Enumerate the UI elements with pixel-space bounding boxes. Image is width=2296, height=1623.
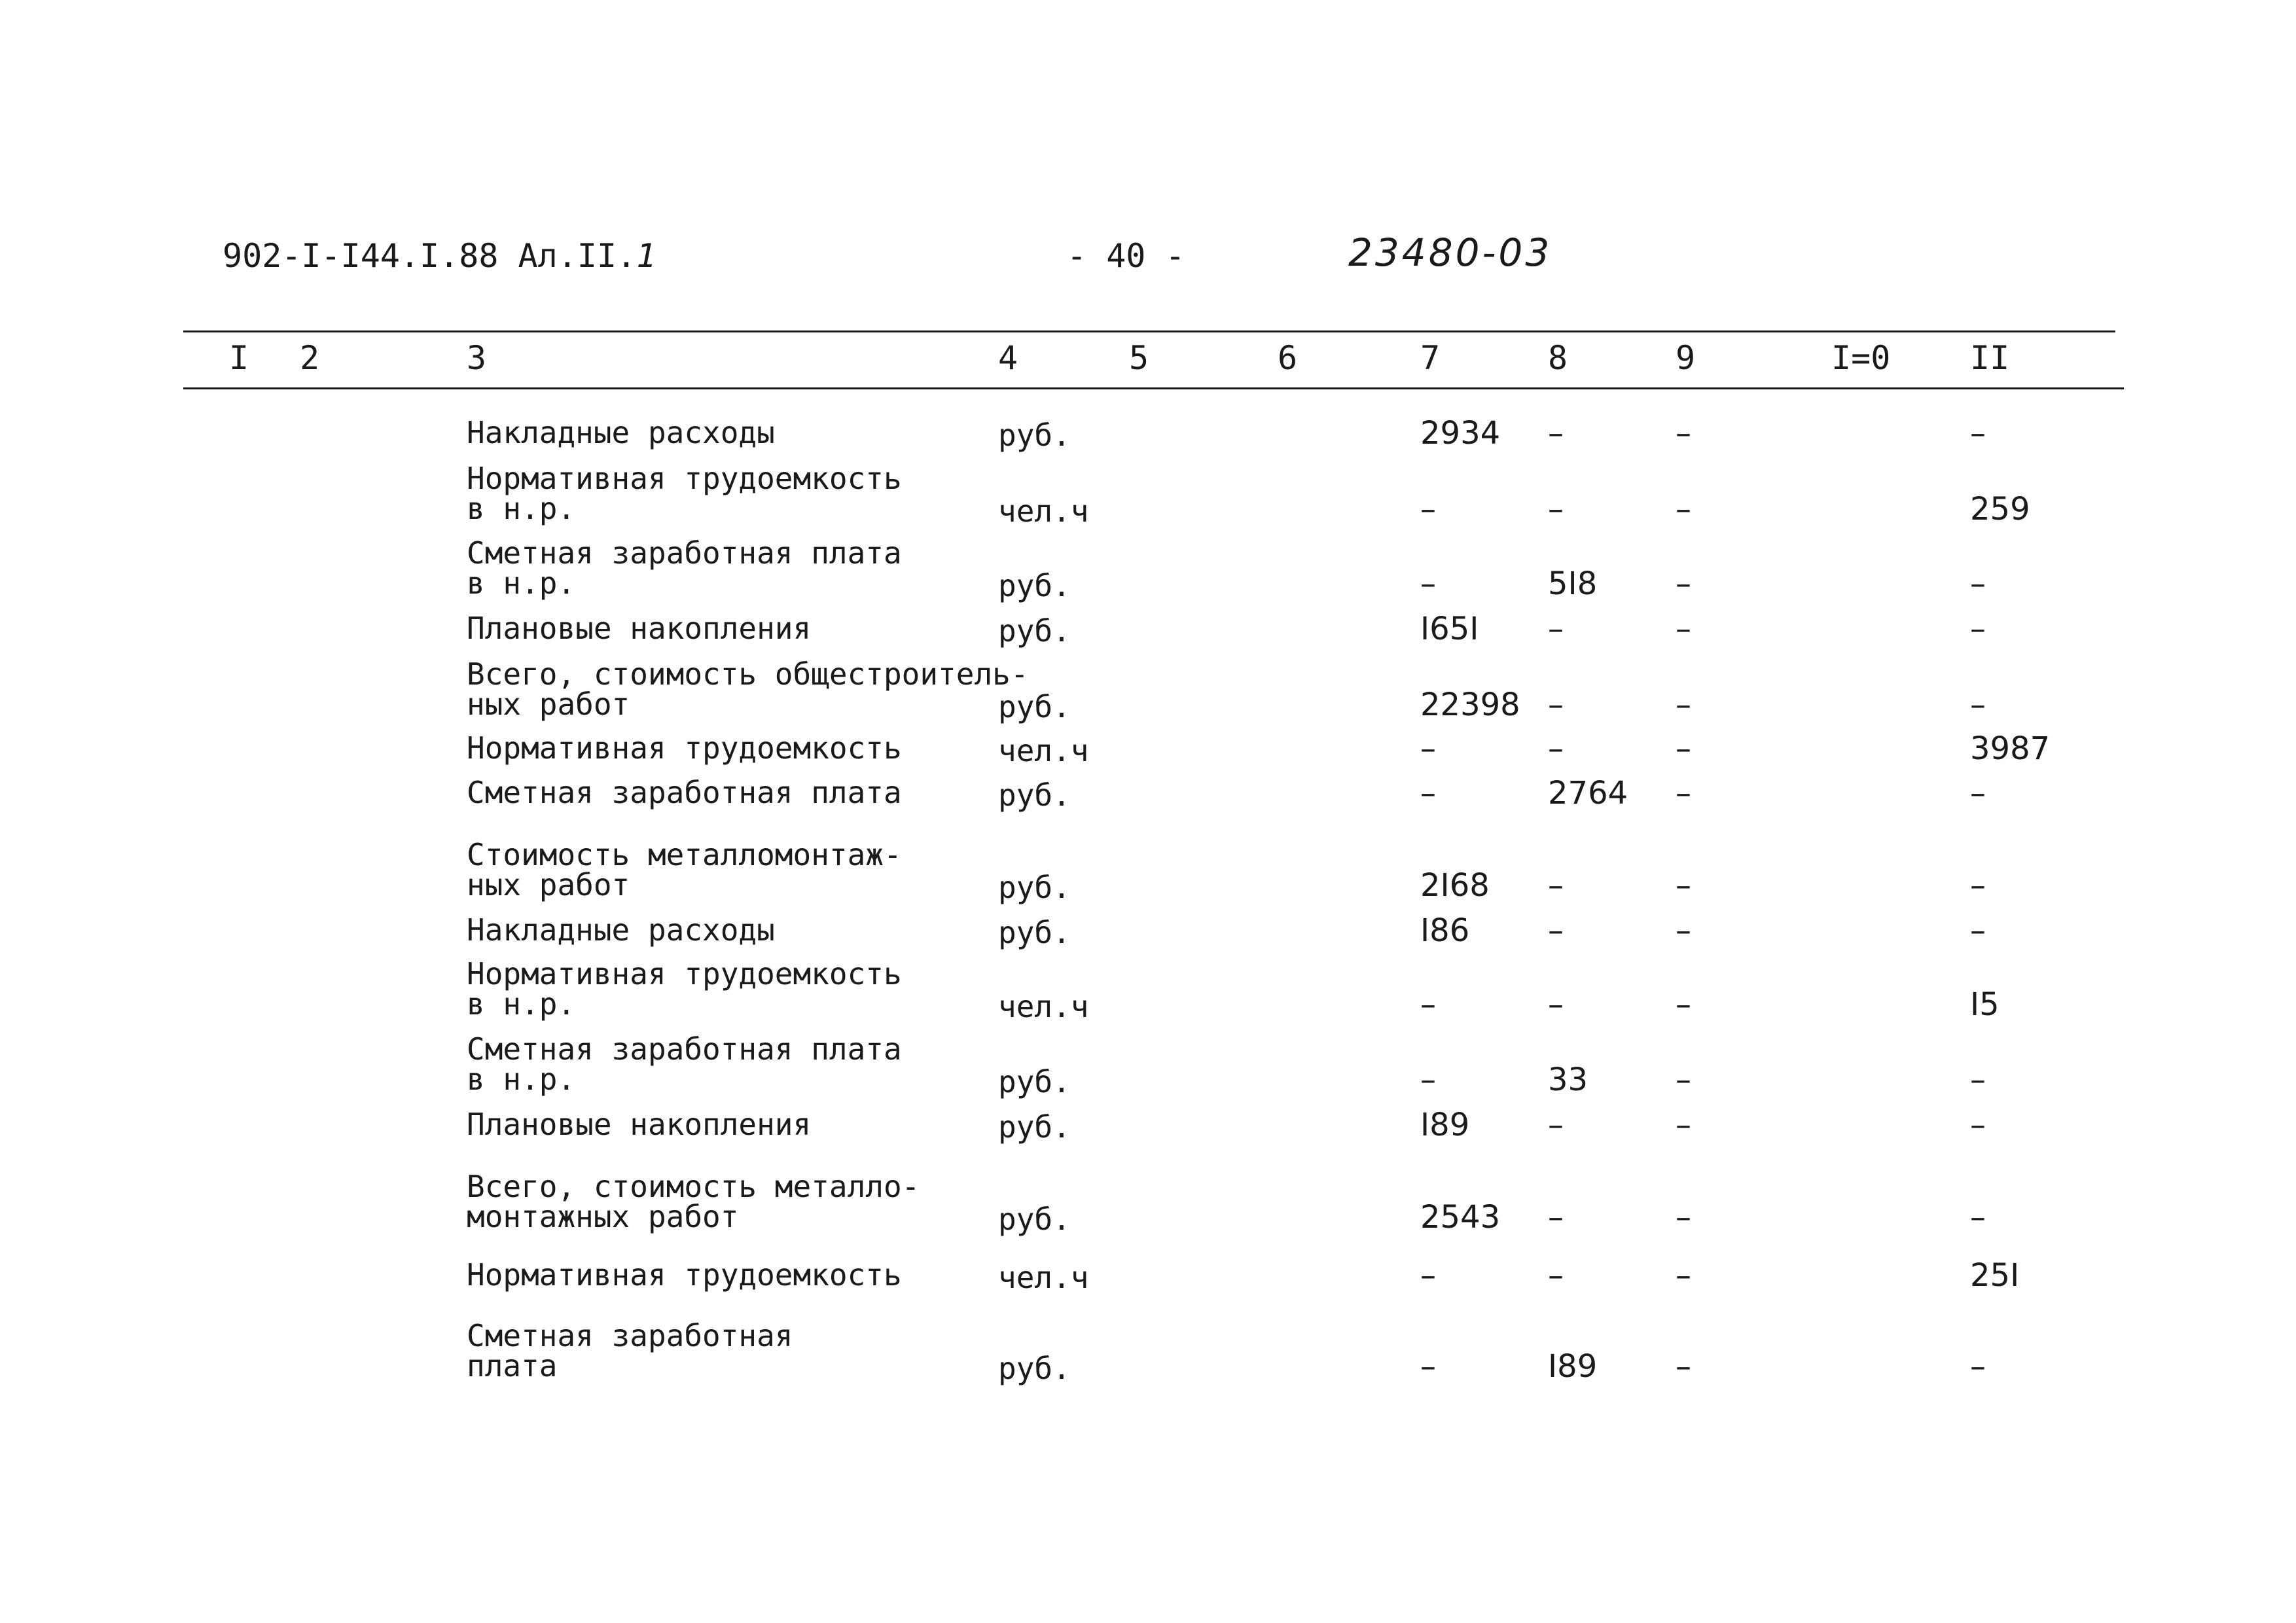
row-col9: – <box>1676 611 1691 647</box>
row-col11: 25I <box>1970 1257 2020 1294</box>
document-code <box>223 237 656 275</box>
row-description: Накладные расходы <box>467 415 775 450</box>
row-col8: – <box>1548 1257 1564 1294</box>
row-description: Стоимость металломонтаж- ных работ <box>467 837 902 902</box>
row-col7: – <box>1420 775 1436 812</box>
row-col9: – <box>1676 986 1691 1023</box>
row-col7: 2543 <box>1420 1199 1501 1236</box>
row-description: Накладные расходы <box>467 912 775 948</box>
row-col8: – <box>1548 867 1564 904</box>
column-header-5: 5 <box>1129 339 1149 377</box>
row-col8: – <box>1548 491 1564 527</box>
column-header-3: 3 <box>467 339 487 377</box>
page-number: - 40 - <box>1067 237 1185 275</box>
row-col9: – <box>1676 491 1691 527</box>
row-unit: руб. <box>998 870 1071 905</box>
row-col11: I5 <box>1970 986 2000 1023</box>
row-col7: I86 <box>1420 912 1470 949</box>
row-unit: чел.ч <box>998 733 1089 768</box>
column-header-9: 9 <box>1676 339 1696 377</box>
row-col11: 259 <box>1970 491 2030 527</box>
row-col9: – <box>1676 912 1691 949</box>
row-col11: – <box>1970 867 1986 904</box>
row-unit: руб. <box>998 613 1071 649</box>
row-col11: – <box>1970 775 1986 812</box>
row-unit: руб. <box>998 1064 1071 1099</box>
row-unit: чел.ч <box>998 1260 1089 1295</box>
row-col7: 22398 <box>1420 687 1520 723</box>
column-header-10: I=0 <box>1831 339 1891 377</box>
row-description: Плановые накопления <box>467 611 812 646</box>
row-col9: – <box>1676 1199 1691 1236</box>
row-col9: – <box>1676 565 1691 602</box>
row-description: Всего, стоимость общестроитель- ных работ <box>467 656 1029 722</box>
row-col9: – <box>1676 687 1691 723</box>
document-code-main: 902-I-I44.I.88 Ал.II. <box>223 237 637 275</box>
row-unit: руб. <box>998 1351 1071 1386</box>
row-unit: чел.ч <box>998 989 1089 1024</box>
column-header-7: 7 <box>1420 339 1441 377</box>
row-col7: – <box>1420 986 1436 1023</box>
row-col11: 3987 <box>1970 730 2051 767</box>
row-col9: – <box>1676 1348 1691 1385</box>
column-header-6: 6 <box>1278 339 1298 377</box>
row-col8: I89 <box>1548 1348 1598 1385</box>
row-col11: – <box>1970 912 1986 949</box>
row-col7: – <box>1420 491 1436 527</box>
row-description: Сметная заработная плата <box>467 775 902 810</box>
row-description: Всего, стоимость металло- монтажных работ <box>467 1169 920 1234</box>
row-unit: чел.ч <box>998 493 1089 529</box>
row-col7: – <box>1420 565 1436 602</box>
row-unit: руб. <box>998 1202 1071 1237</box>
row-col8: – <box>1548 611 1564 647</box>
column-header-1: I <box>229 339 249 377</box>
row-col8: – <box>1548 1199 1564 1236</box>
row-unit: руб. <box>998 777 1071 813</box>
column-header-4: 4 <box>998 339 1018 377</box>
row-description: Сметная заработная плата <box>467 1318 793 1383</box>
row-col7: 2934 <box>1420 415 1501 452</box>
row-col7: – <box>1420 1257 1436 1294</box>
row-col7: I89 <box>1420 1107 1470 1143</box>
table-header-rule <box>183 387 2124 389</box>
row-col8: – <box>1548 912 1564 949</box>
row-description: Сметная заработная плата в н.р. <box>467 535 902 601</box>
row-col7: 2I68 <box>1420 867 1490 904</box>
row-col8: – <box>1548 986 1564 1023</box>
column-header-2: 2 <box>300 339 320 377</box>
row-col11: – <box>1970 1199 1986 1236</box>
row-col9: – <box>1676 1257 1691 1294</box>
archive-number: 23480-03 <box>1348 230 1552 275</box>
row-col9: – <box>1676 415 1691 452</box>
row-col9: – <box>1676 1107 1691 1143</box>
row-col8: – <box>1548 1107 1564 1143</box>
row-col11: – <box>1970 565 1986 602</box>
row-col8: – <box>1548 415 1564 452</box>
row-col9: – <box>1676 867 1691 904</box>
row-unit: руб. <box>998 568 1071 603</box>
row-col8: 33 <box>1548 1061 1588 1098</box>
row-description: Нормативная трудоемкость в н.р. <box>467 461 902 526</box>
row-col8: – <box>1548 687 1564 723</box>
row-col8: – <box>1548 730 1564 767</box>
row-col7: – <box>1420 1061 1436 1098</box>
row-col11: – <box>1970 1107 1986 1143</box>
row-col7: – <box>1420 1348 1436 1385</box>
row-description: Нормативная трудоемкость в н.р. <box>467 956 902 1022</box>
row-unit: руб. <box>998 1109 1071 1145</box>
row-col11: – <box>1970 1061 1986 1098</box>
row-col9: – <box>1676 730 1691 767</box>
row-col11: – <box>1970 1348 1986 1385</box>
row-col7: I65I <box>1420 611 1479 647</box>
row-col9: – <box>1676 1061 1691 1098</box>
column-header-11: II <box>1970 339 2010 377</box>
row-unit: руб. <box>998 418 1071 453</box>
row-col11: – <box>1970 687 1986 723</box>
row-unit: руб. <box>998 915 1071 950</box>
row-col8: 5I8 <box>1548 565 1598 602</box>
row-unit: руб. <box>998 689 1071 724</box>
column-header-8: 8 <box>1548 339 1568 377</box>
row-description: Сметная заработная плата в н.р. <box>467 1031 902 1097</box>
table-top-rule <box>183 330 2115 332</box>
row-col9: – <box>1676 775 1691 812</box>
row-description: Нормативная трудоемкость <box>467 1257 902 1293</box>
row-col8: 2764 <box>1548 775 1628 812</box>
row-col7: – <box>1420 730 1436 767</box>
row-description: Нормативная трудоемкость <box>467 730 902 766</box>
document-code-suffix: 1 <box>636 237 656 275</box>
row-description: Плановые накопления <box>467 1107 812 1142</box>
row-col11: – <box>1970 415 1986 452</box>
row-col11: – <box>1970 611 1986 647</box>
